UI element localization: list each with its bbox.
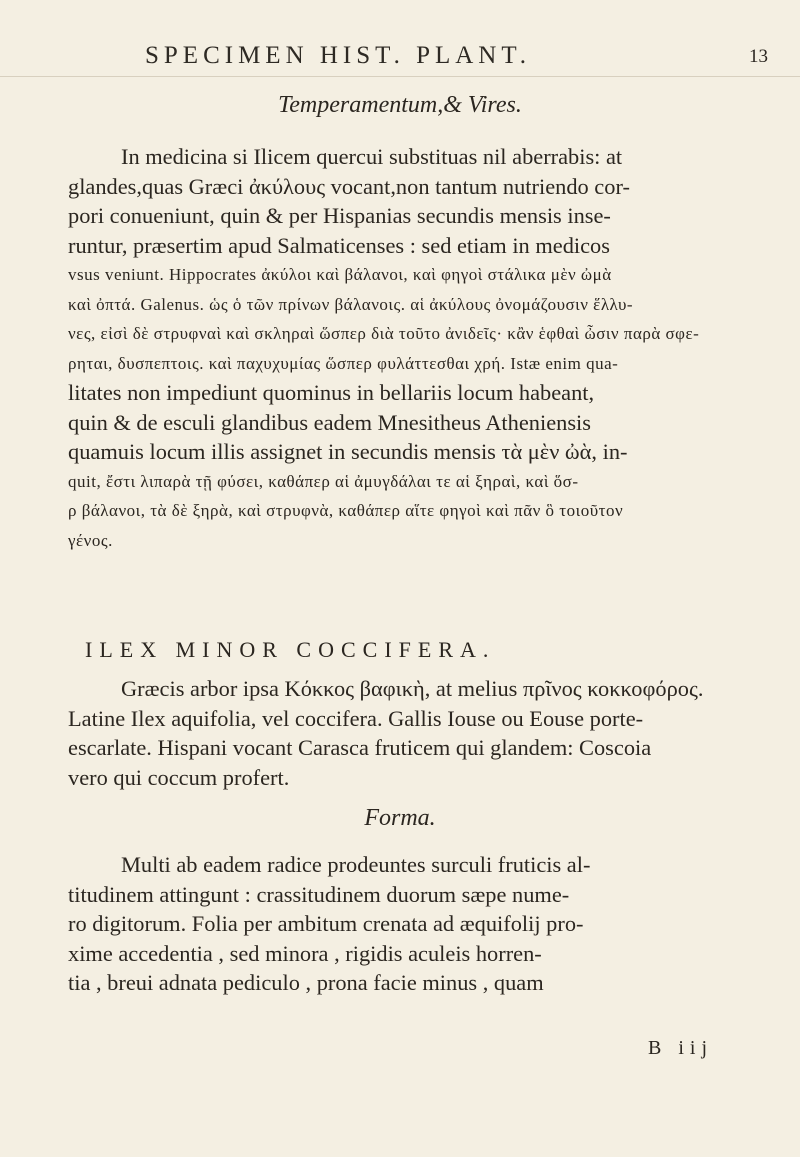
text-line: xime accedentia , sed minora , rigidis aculeis horren- <box>68 940 542 966</box>
text-line: quit, ἔστι λιπαρὰ τῇ φύσει, καθάπερ αἱ ἀμυγδάλαι τε αἱ ξηραὶ, καὶ ὅσ- <box>68 471 579 491</box>
text-line: vsus veniunt. Hippocrates ἀκύλοι καὶ βάλανοι, καὶ φηγοὶ στάλικα μὲν ὠμὰ <box>68 265 612 284</box>
text-line: Multi ab eadem radice prodeuntes surculi fruticis al- <box>121 852 591 877</box>
text-line: titudinem attingunt : crassitudinem duorum sæpe nume- <box>68 881 570 907</box>
header-rule <box>0 76 800 77</box>
signature-mark: B iij <box>648 1037 714 1059</box>
text-line: tia , breui adnata pediculo , prona facie minus , quam <box>68 970 544 995</box>
running-title: SPECIMEN HIST. PLANT. <box>145 42 532 69</box>
text-line: quamuis locum illis assignet in secundis mensis τὰ μὲν ὠὰ, in- <box>68 439 628 464</box>
section-heading-forma: Forma. <box>364 805 436 831</box>
section-heading-temperamentum: Temperamentum,& Vires. <box>278 92 522 118</box>
running-head <box>0 34 800 74</box>
text-line: ρ βάλανοι, τὰ δὲ ξηρὰ, καὶ στρυφνὰ, καθάπερ αἵτε φηγοὶ καὶ πᾶν ὃ τοιοῦτον <box>68 501 624 520</box>
paragraph-ilex <box>68 674 734 792</box>
text-line: runtur, præsertim apud Salmaticenses : sed etiam in medicos <box>68 232 610 258</box>
text-line: καὶ ὀπτά. Galenus. ὡς ὁ τῶν πρίνων βάλανοις. αἱ ἀκύλους ὀνομάζουσιν ἕλλυ- <box>68 294 634 314</box>
text-line: quin & de esculi glandibus eadem Mnesitheus Atheniensis <box>68 409 591 435</box>
paragraph-temperamentum <box>68 142 734 555</box>
section-title-ilex: ILEX MINOR COCCIFERA. <box>85 637 496 662</box>
text-line: Latine Ilex aquifolia, vel coccifera. Gallis Iouse ou Eouse porte- <box>68 705 644 731</box>
text-line: In medicina si Ilicem quercui substituas nil aberrabis: at <box>121 144 623 169</box>
paragraph-forma <box>68 850 734 998</box>
text-line: Græcis arbor ipsa Κόκκος βαφικὴ, at melius πρῖνος κοκκοφόρος. <box>121 676 704 701</box>
text-line: γένος. <box>68 530 113 550</box>
text-line: pori conueniunt, quin & per Hispanias secundis mensis inse- <box>68 203 611 228</box>
text-line: litates non impediunt quominus in bellariis locum habeant, <box>68 380 595 405</box>
text-line: vero qui coccum profert. <box>68 764 290 790</box>
text-line: ro digitorum. Folia per ambitum crenata ad æquifolij pro- <box>68 911 584 936</box>
text-line: glandes,quas Græci ἀκύλους vocant,non tantum nutriendo cor- <box>68 173 630 199</box>
text-line: escarlate. Hispani vocant Carasca fruticem qui glandem: Coscoia <box>68 735 652 760</box>
text-line: ρηται, δυσπεπτοις. καὶ παχυχυμίας ὥσπερ φυλάττεσθαι χρή. Istæ enim qua- <box>68 353 619 373</box>
text-line: νες, εἰσὶ δὲ στρυφναὶ καὶ σκληραὶ ὥσπερ διὰ τοῦτο ἀνιδεῖς· κἂν ἑφθαὶ ὦσιν παρὰ σφε- <box>68 324 700 343</box>
page-number: 13 <box>749 46 768 67</box>
